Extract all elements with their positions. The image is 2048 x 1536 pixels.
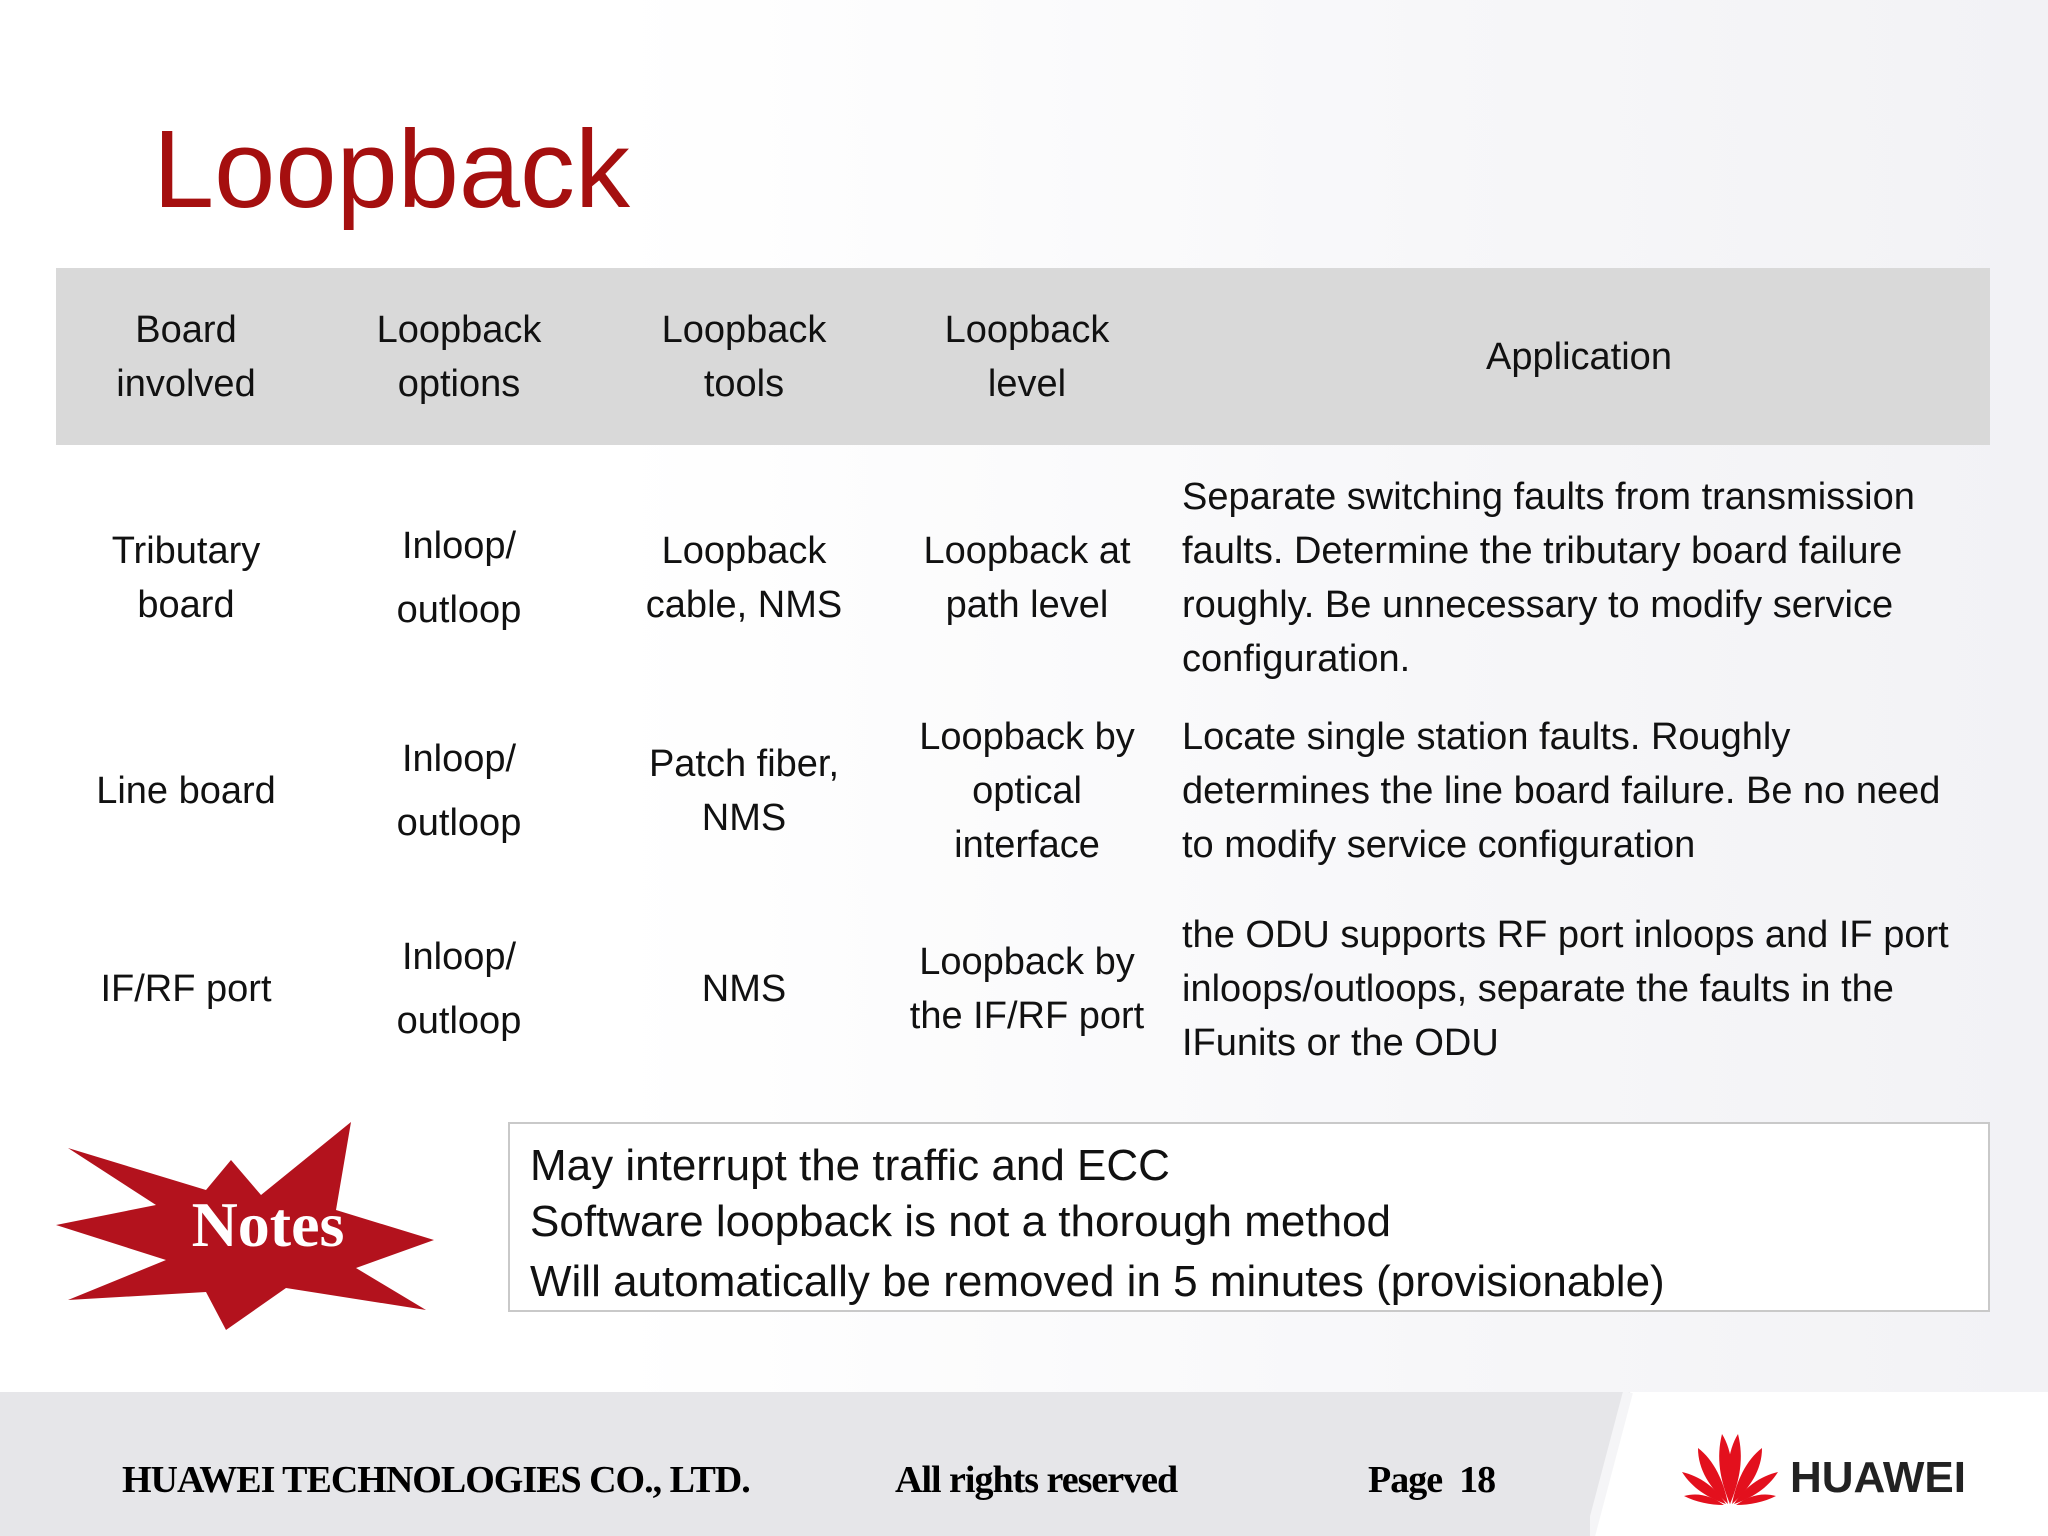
note-line: Will automatically be removed in 5 minutes (provisionable) (530, 1257, 1665, 1306)
cell-options: Inloop/ outloop (396, 936, 522, 1042)
notes-badge-label: Notes (191, 1189, 345, 1260)
huawei-flower-logo-icon (1680, 1430, 1780, 1506)
cell-tools: NMS (701, 968, 787, 1010)
footer-brand: HUAWEI (1790, 1453, 1966, 1502)
cell-tools: Patch fiber, NMS (648, 743, 840, 839)
table-row (56, 889, 1990, 1089)
header-loopback-level: Loopback level (886, 268, 1168, 445)
cell-options: Inloop/ outloop (396, 738, 522, 844)
loopback-table (56, 268, 1990, 1089)
table-header-row (56, 268, 1990, 445)
cell-board: IF/RF port (100, 968, 272, 1010)
cell-level: Loopback at path level (923, 530, 1131, 626)
header-loopback-tools: Loopback tools (602, 268, 886, 445)
cell-options: Inloop/ outloop (396, 525, 522, 631)
notes-box (508, 1122, 1990, 1312)
cell-board: Line board (96, 770, 276, 812)
header-loopback-options: Loopback options (316, 268, 602, 445)
header-board-involved: Board involved (56, 268, 316, 445)
note-line: May interrupt the traffic and ECC (530, 1141, 1170, 1190)
footer-company: HUAWEI TECHNOLOGIES CO., LTD. (122, 1459, 750, 1501)
header-application: Application (1168, 268, 1990, 445)
cell-tools: Loopback cable, NMS (645, 530, 843, 626)
note-line: Software loopback is not a thorough method (530, 1197, 1391, 1246)
footer-page-number: 18 (1459, 1459, 1496, 1501)
footer-rights: All rights reserved (895, 1459, 1178, 1501)
cell-application: Separate switching faults from transmission faults. Determine the tributary board failure roughly. Be unnecessary to modify service configuration. (1182, 476, 1915, 680)
slide-title: Loopback (153, 108, 631, 231)
cell-level: Loopback by the IF/RF port (909, 941, 1145, 1037)
footer-page (1368, 1455, 1495, 1505)
cell-application: the ODU supports RF port inloops and IF port inloops/outloops, separate the faults in the IFunits or the ODU (1182, 914, 1949, 1064)
cell-application: Locate single station faults. Roughly determines the line board failure. Be no need to modify service configuration (1182, 716, 1941, 866)
cell-level: Loopback by optical interface (919, 716, 1135, 866)
cell-board: Tributary board (111, 530, 261, 626)
table-row (56, 693, 1990, 889)
table-row (56, 445, 1990, 693)
footer-page-label: Page (1368, 1459, 1443, 1501)
